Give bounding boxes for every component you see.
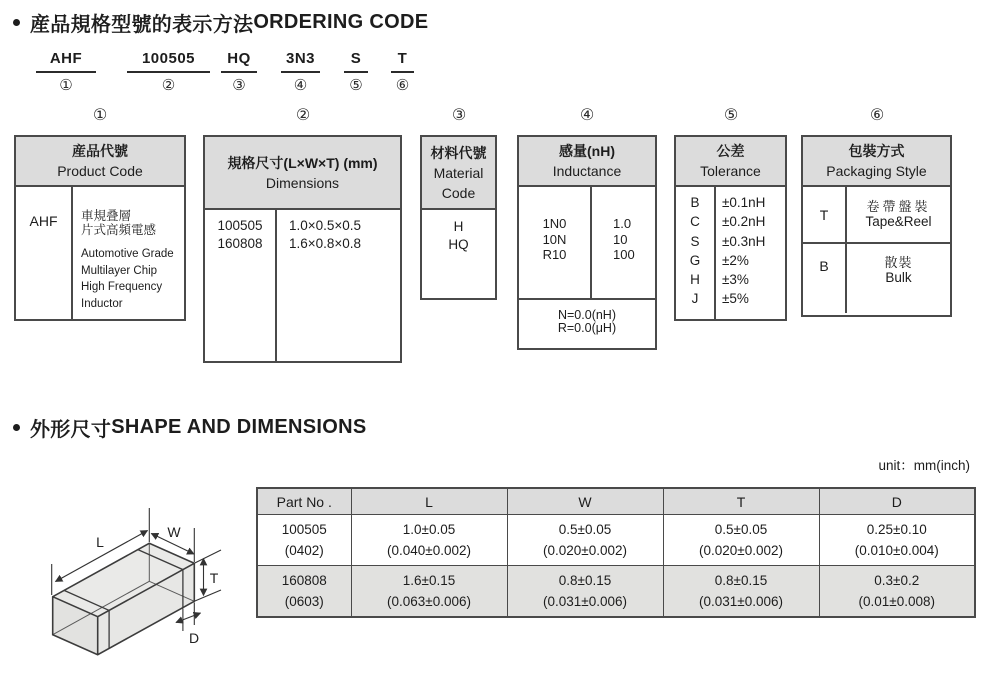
inductance-codes: [519, 187, 592, 298]
table-row-160808: [257, 566, 975, 618]
value-inch: (0.010±0.004): [854, 543, 939, 558]
dimension-code-2: 160808: [217, 236, 263, 251]
value-mm: 0.5±0.05: [714, 522, 768, 537]
box-number-1: ①: [92, 105, 108, 124]
inductance-body: [519, 187, 655, 300]
description-en: [81, 246, 181, 312]
header-en: Tolerance: [700, 163, 761, 179]
material-code-hq: HQ: [448, 237, 469, 252]
packaging-code-b: B: [803, 244, 847, 313]
tolerance-code-s: S: [690, 233, 700, 249]
tolerance-header: [676, 137, 785, 187]
circled-number: ⑤: [349, 76, 363, 94]
dimension-size-1: 1.0×0.5×0.5: [289, 218, 362, 233]
inductance-value-1: 1.0: [613, 216, 632, 231]
tolerance-codes: [676, 187, 716, 319]
inductance-note-line1: N=0.0(nH): [557, 308, 616, 322]
ordering-segment-packaging: [391, 50, 414, 94]
ordering-code-section-title: [13, 8, 428, 37]
packaging-zh: 散裝: [884, 255, 913, 270]
packaging-box: [801, 135, 952, 317]
description-en-line2: Multilayer Chip: [81, 264, 158, 277]
material-body: [422, 210, 495, 254]
col-header-d: D: [819, 488, 975, 515]
cell-l: [351, 515, 507, 566]
dim-label-t: T: [209, 570, 219, 586]
header-zh: 包裝方式: [848, 143, 905, 159]
tolerance-value-s: ±0.3nH: [722, 233, 766, 249]
tolerance-values: [716, 187, 785, 319]
tolerance-code-g: G: [689, 252, 701, 268]
inductance-header: [519, 137, 655, 187]
header-zh: 感量(nH): [559, 143, 615, 159]
col-header-w: W: [507, 488, 663, 515]
header-en: Packaging Style: [826, 163, 927, 179]
inductance-code-3: R10: [542, 247, 567, 262]
box-number-4: ④: [579, 105, 595, 124]
header-zh: 材料代號: [430, 144, 487, 161]
ordering-title-zh: 産品規格型號的表示方法: [30, 14, 254, 36]
tolerance-value-h: ±3%: [722, 272, 749, 288]
cell-t: [663, 515, 819, 566]
cell-d: [819, 566, 975, 618]
value-mm: 0.25±0.10: [866, 522, 927, 537]
packaging-desc-tape: [847, 187, 950, 242]
packaging-row-tape: [803, 187, 950, 244]
tolerance-code-b: B: [690, 195, 700, 210]
dimension-codes: [205, 210, 277, 361]
packaging-en: Tape&Reel: [865, 214, 932, 229]
value-inch: (0.020±0.002): [699, 543, 783, 558]
cell-l: [351, 566, 507, 618]
part-inch: (0402): [284, 543, 324, 558]
packaging-desc-bulk: [847, 244, 950, 313]
tolerance-code-h: H: [690, 272, 700, 288]
tolerance-code-j: J: [691, 291, 699, 307]
value-mm: 0.8±0.15: [714, 573, 768, 588]
value-inch: (0.031±0.006): [699, 594, 783, 609]
circled-number: ①: [59, 76, 73, 94]
inductance-value-3: 100: [613, 247, 635, 262]
value-inch: (0.040±0.002): [387, 543, 471, 558]
part-inch: (0603): [284, 594, 324, 609]
value-mm: 1.0±0.05: [402, 522, 456, 537]
product-code-body: [16, 187, 184, 319]
shape-title-en: SHAPE AND DIMENSIONS: [111, 416, 367, 438]
dimensions-header: [205, 137, 400, 210]
value-mm: 1.6±0.15: [402, 573, 456, 588]
box-number-3: ③: [451, 105, 467, 124]
ordering-title-en: ORDERING CODE: [253, 11, 429, 33]
bullet-icon: [13, 19, 20, 26]
value-inch: (0.020±0.002): [543, 543, 627, 558]
header-en: Product Code: [57, 163, 143, 179]
dimension-sizes: [277, 210, 400, 361]
packaging-row-bulk: [803, 244, 950, 313]
description-en-line1: Automotive Grade: [81, 248, 174, 260]
chip-dimension-diagram: [10, 500, 252, 675]
description-en-line4: Inductor: [81, 297, 123, 310]
inductance-box: [517, 135, 657, 350]
value-inch: (0.031±0.006): [543, 594, 627, 609]
header-en: Dimensions: [265, 174, 340, 191]
dimensions-table: [256, 487, 976, 618]
dim-label-w: W: [167, 524, 181, 540]
inductance-code-1: 1N0: [542, 216, 567, 231]
ordering-segment-inductance: [281, 50, 320, 94]
circled-number: ③: [232, 76, 246, 94]
product-code-description: [73, 187, 184, 319]
header-zh: 産品代號: [72, 143, 128, 159]
dim-label-l: L: [96, 534, 104, 550]
cell-w: [507, 515, 663, 566]
segment-code: S: [344, 50, 368, 73]
product-code-value: AHF: [16, 187, 73, 319]
circled-number: ④: [293, 76, 308, 94]
material-header: [422, 137, 495, 210]
shape-section-title: [13, 413, 367, 442]
header-en-line1: Material: [433, 164, 484, 181]
dim-label-d: D: [188, 630, 200, 646]
inductance-value-2: 10: [613, 231, 628, 247]
ordering-segment-material: [221, 50, 257, 94]
tolerance-value-b: ±0.1nH: [722, 195, 766, 210]
inductance-note-line2: R=0.0(μH): [557, 321, 617, 335]
value-inch: (0.063±0.006): [387, 594, 471, 609]
material-code-box: [420, 135, 497, 300]
value-mm: 0.8±0.15: [558, 573, 612, 588]
col-header-part: Part No .: [257, 488, 351, 515]
tolerance-box: [674, 135, 787, 321]
table-header-row: [257, 488, 975, 515]
inductance-note: [519, 300, 655, 335]
ordering-segment-product-code: [36, 50, 96, 94]
segment-code: 3N3: [281, 50, 320, 73]
cell-part: [257, 515, 351, 566]
tolerance-code-c: C: [690, 214, 700, 230]
cell-d: [819, 515, 975, 566]
packaging-header: [803, 137, 950, 187]
shape-title-zh: 外形尺寸: [30, 419, 112, 441]
box-number-5: ⑤: [723, 105, 739, 124]
ordering-segment-dimensions: [127, 50, 210, 94]
header-zh: 規格尺寸(L×W×T) (mm): [227, 154, 378, 171]
segment-code: HQ: [221, 50, 257, 73]
box-number-6: ⑥: [869, 105, 885, 124]
packaging-code-t: T: [803, 187, 847, 242]
tolerance-body: [676, 187, 785, 319]
header-zh: 公差: [716, 143, 745, 159]
inductance-code-2: 10N: [542, 231, 567, 247]
ordering-segment-tolerance: [344, 50, 368, 94]
value-inch: (0.01±0.008): [858, 594, 935, 609]
box-number-2: ②: [295, 105, 311, 124]
packaging-en: Bulk: [885, 270, 912, 285]
circled-number: ②: [161, 76, 176, 94]
segment-code: 100505: [127, 50, 210, 73]
tolerance-value-g: ±2%: [722, 252, 749, 268]
product-code-header: [16, 137, 184, 187]
dimension-code-1: 100505: [217, 218, 263, 233]
tolerance-value-j: ±5%: [722, 291, 749, 307]
dimensions-body: [205, 210, 400, 361]
value-mm: 0.5±0.05: [558, 522, 612, 537]
part-mm: 160808: [281, 573, 327, 588]
col-header-t: T: [663, 488, 819, 515]
unit-label: unit：mm(inch): [878, 458, 970, 473]
table-row-100505: [257, 515, 975, 566]
tolerance-value-c: ±0.2nH: [722, 214, 766, 230]
packaging-zh: 卷帶盤裝: [866, 199, 931, 214]
description-zh-line1: 車規叠層: [81, 209, 132, 223]
cell-t: [663, 566, 819, 618]
col-header-l: L: [351, 488, 507, 515]
inductance-values: [592, 187, 655, 298]
header-en: Inductance: [552, 163, 622, 179]
dimensions-box: [203, 135, 402, 363]
circled-number: ⑥: [395, 76, 410, 94]
value-mm: 0.3±0.2: [874, 573, 920, 588]
product-code-box: [14, 135, 186, 321]
header-en-line2: Code: [441, 184, 476, 201]
cell-part: [257, 566, 351, 618]
bullet-icon: [13, 424, 20, 431]
material-code-h: H: [453, 219, 464, 234]
part-mm: 100505: [281, 522, 327, 537]
cell-w: [507, 566, 663, 618]
segment-code: AHF: [36, 50, 96, 73]
description-zh-line2: 片式高頻電感: [81, 223, 157, 237]
segment-code: T: [391, 50, 414, 73]
description-en-line3: High Frequency: [81, 281, 163, 293]
dimension-size-2: 1.6×0.8×0.8: [289, 236, 362, 251]
